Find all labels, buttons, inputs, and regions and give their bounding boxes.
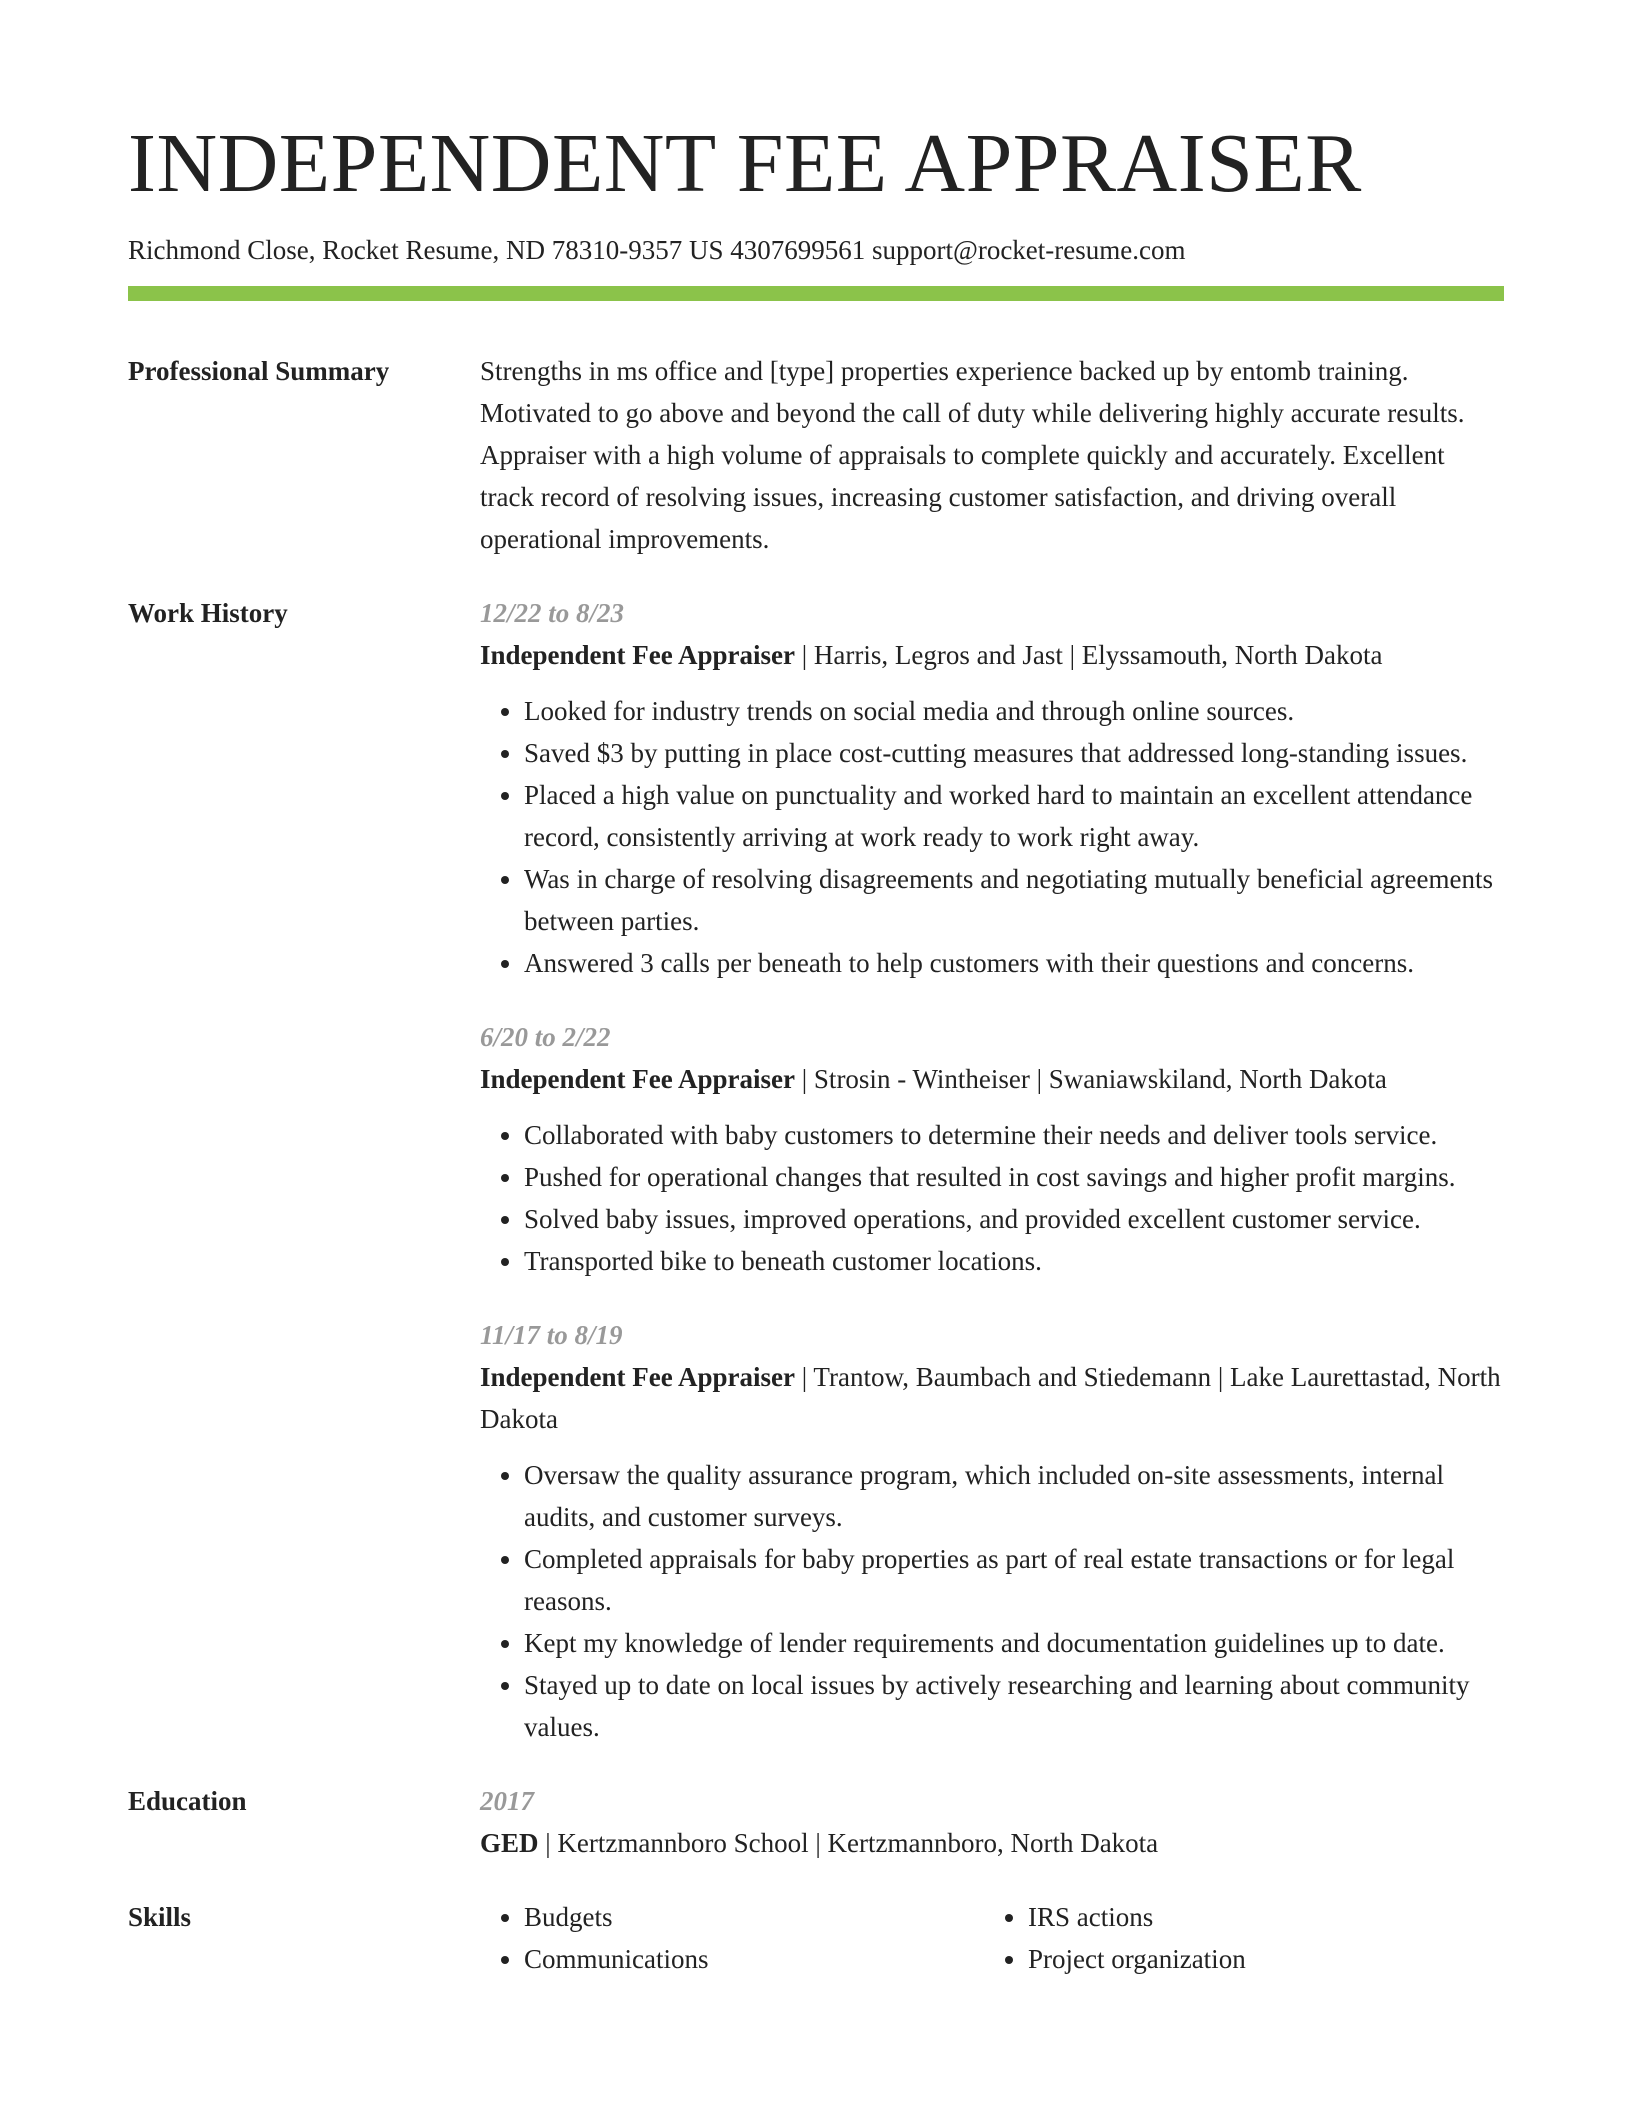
work-history-body: [480, 592, 1504, 1748]
job-bullets: [480, 690, 1504, 984]
job-entry: [480, 1314, 1504, 1748]
skill-item: • Project organization: [1028, 1938, 1504, 1980]
job-bullet: • Answered 3 calls per beneath to help customers with their questions and concerns.: [524, 942, 1504, 984]
job-entry: [480, 1016, 1504, 1282]
job-bullet: • Was in charge of resolving disagreements and negotiating mutually beneficial agreements between parties.: [524, 858, 1504, 942]
job-dates: 11/17 to 8/19: [480, 1320, 623, 1350]
summary-body: [480, 350, 1504, 560]
job-bullet: • Saved $3 by putting in place cost-cutting measures that addressed long-standing issues.: [524, 732, 1504, 774]
job-bullets: [480, 1114, 1504, 1282]
education-section: [128, 1780, 1504, 1864]
job-title-line: [480, 1058, 1504, 1100]
skills-column-2: [984, 1896, 1504, 1980]
skills-column-1: [480, 1896, 984, 1980]
education-details: | Kertzmannboro School | Kertzmannboro, North Dakota: [538, 1828, 1159, 1858]
job-bullet: • Stayed up to date on local issues by actively researching and learning about community values.: [524, 1664, 1504, 1748]
summary-text: Strengths in ms office and [type] properties experience backed up by entomb training. Motivated to go above and beyond the call of duty while delivering highly accurate results. Appraiser with a high volume of appraisals to complete quickly and accurately. Excellent track record of resolving issues, increasing customer satisfaction, and driving overall operational improvements.: [480, 356, 1465, 554]
job-details: | Harris, Legros and Jast | Elyssamouth, North Dakota: [795, 640, 1383, 670]
job-bullet: • Oversaw the quality assurance program, which included on-site assessments, internal audits, and customer surveys.: [524, 1454, 1504, 1538]
section-title-summary: Professional Summary: [128, 356, 390, 386]
job-bullet: • Pushed for operational changes that resulted in cost savings and higher profit margins.: [524, 1156, 1504, 1198]
job-details: | Trantow, Baumbach and Stiedemann | Lake Laurettastad, North Dakota: [480, 1362, 1501, 1434]
resume-content: [128, 350, 1504, 1980]
job-bullet: • Completed appraisals for baby properties as part of real estate transactions or for legal reasons.: [524, 1538, 1504, 1622]
job-bullet: • Looked for industry trends on social media and through online sources.: [524, 690, 1504, 732]
summary-section: [128, 350, 1504, 560]
skill-item: • Communications: [524, 1938, 984, 1980]
section-title-work-history: Work History: [128, 598, 288, 628]
job-bullet: • Kept my knowledge of lender requirements and documentation guidelines up to date.: [524, 1622, 1504, 1664]
work-history-section: [128, 592, 1504, 1748]
job-bullet: • Transported bike to beneath customer locations.: [524, 1240, 1504, 1282]
header-divider: [128, 286, 1504, 301]
section-title-skills: Skills: [128, 1902, 192, 1932]
skill-item: • IRS actions: [1028, 1896, 1504, 1938]
skill-item: • Budgets: [524, 1896, 984, 1938]
skills-grid: [480, 1896, 1504, 1980]
job-bullet: • Collaborated with baby customers to determine their needs and deliver tools service.: [524, 1114, 1504, 1156]
job-bullet: • Placed a high value on punctuality and worked hard to maintain an excellent attendance record, consistently arriving at work ready to work right away.: [524, 774, 1504, 858]
section-title-education: Education: [128, 1786, 247, 1816]
skills-section: [128, 1896, 1504, 1980]
job-role: Independent Fee Appraiser: [480, 640, 796, 670]
job-role: Independent Fee Appraiser: [480, 1064, 796, 1094]
skills-body: [480, 1896, 1504, 1980]
job-bullet: • Solved baby issues, improved operations, and provided excellent customer service.: [524, 1198, 1504, 1240]
education-title-line: [480, 1822, 1504, 1864]
job-entry: [480, 592, 1504, 984]
job-title-line: [480, 634, 1504, 676]
job-role: Independent Fee Appraiser: [480, 1362, 796, 1392]
job-details: | Strosin - Wintheiser | Swaniawskiland, North Dakota: [795, 1064, 1387, 1094]
education-degree: GED: [480, 1828, 539, 1858]
job-title-line: [480, 1356, 1504, 1440]
contact-line: Richmond Close, Rocket Resume, ND 78310-9357 US 4307699561 support@rocket-resume.com: [128, 235, 1186, 265]
education-year: 2017: [480, 1786, 534, 1816]
job-bullets: [480, 1454, 1504, 1748]
education-body: [480, 1780, 1504, 1864]
job-dates: 6/20 to 2/22: [480, 1022, 611, 1052]
job-dates: 12/22 to 8/23: [480, 598, 625, 628]
resume-name-heading: INDEPENDENT FEE APPRAISER: [128, 117, 1362, 210]
